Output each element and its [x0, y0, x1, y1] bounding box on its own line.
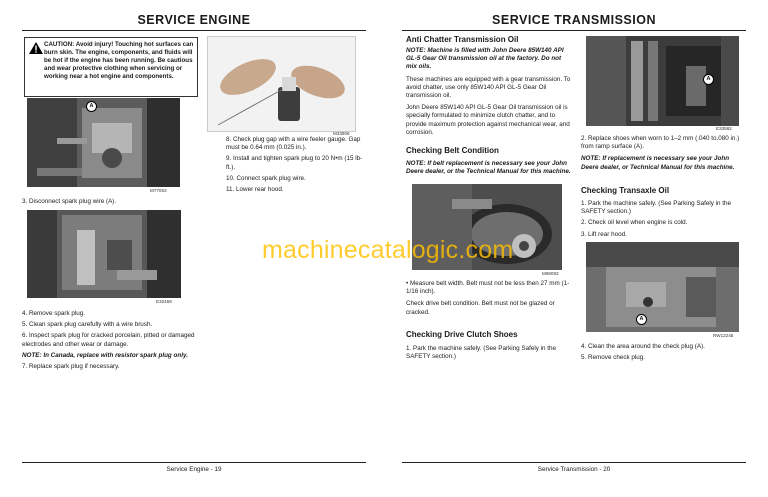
right-footer-rule: [402, 462, 746, 463]
anti-chatter-para-2: John Deere 85W140 API GL-5 Gear Oil transmission oil is specially formulated to minimize clutch chatter, and to provide maximum protection against mechanical wear, and corrosion.: [406, 104, 570, 136]
anti-chatter-para-1: These machines are equipped with a gear transmission. To avoid chatter, use only 85W140 API GL-5 Gear Oil transmission oil.: [406, 75, 571, 100]
step-3: 3. Disconnect spark plug wire (A).: [22, 198, 117, 205]
belt-condition-note: NOTE: If belt replacement is necessary see your John Deere dealer, or the Technical Manual for this machine.: [406, 160, 571, 176]
watermark-text: machinecatalogic.com: [262, 236, 514, 264]
drive-clutch-step-1: 1. Park the machine safely. (See Parking Safely in the SAFETY section.): [406, 345, 557, 361]
callout-a-spark-wire: A: [86, 101, 97, 112]
anti-chatter-note: NOTE: Machine is filled with John Deere 85W140 API GL-5 Gear Oil transmission oil at the factory. Do not mix oils.: [406, 47, 564, 71]
canada-note: NOTE: In Canada, replace with resistor spark plug only.: [22, 351, 188, 359]
right-page-title: SERVICE TRANSMISSION: [492, 13, 656, 27]
replace-shoes-note: NOTE: If replacement is necessary see your John Deere dealer, or Technical Manual for this machine.: [581, 155, 735, 171]
engine-photo-label: M77053: [150, 188, 167, 193]
left-footer-rule: [22, 462, 366, 463]
anti-chatter-section: [406, 35, 571, 137]
step-6: 6. Inspect spark plug for cracked porcelain, pitted or damaged electrodes and other wear or damage.: [22, 332, 195, 348]
step-5: 5. Clean spark plug carefully with a wire brush.: [22, 321, 153, 329]
transaxle-step-4: 4. Clean the area around the check plug (A).: [581, 343, 705, 350]
belt-text: [406, 280, 571, 317]
belt-check-para: Check drive belt condition. Belt must not be glazed or cracked.: [406, 300, 555, 316]
transaxle-step-1: 1. Park the machine safely. (See Parking Safely in the SAFETY section.): [581, 200, 732, 216]
clutch-shoe-photo: [586, 36, 739, 126]
step-11: 11. Lower rear hood.: [226, 186, 284, 194]
step-7: 7. Replace spark plug if necessary.: [22, 363, 120, 371]
steps-4-6: [22, 310, 202, 371]
steps-8-11: [226, 136, 366, 194]
feeler-gauge-photo: [207, 36, 356, 132]
belt-measure-bullet: • Measure belt width. Belt must not be less then 27 mm (1-1/16 inch).: [406, 280, 570, 296]
right-title-rule: [402, 30, 746, 31]
caution-text: CAUTION: Avoid injury! Touching hot surfaces can burn skin. The engine, components, and fluids will be hot if the engine has been running. Be cautious and wear protective clothing when servicing or working near a hot engine and components.: [44, 41, 194, 80]
drive-clutch-heading: Checking Drive Clutch Shoes: [406, 330, 518, 339]
feeler-gauge-label: M33906: [333, 131, 350, 136]
replace-shoes-step: 2. Replace shoes when worn to 1–2 mm (.040 to.080 in.) from ramp surface (A).: [581, 135, 740, 151]
anti-chatter-heading: Anti Chatter Transmission Oil: [406, 35, 519, 44]
callout-a-ramp-surface: A: [703, 74, 714, 85]
step-9: 9. Install and tighten spark plug to 20 N•m (15 lb-ft.).: [226, 155, 363, 171]
belt-condition-section: [406, 146, 571, 176]
transaxle-photo: [586, 242, 739, 332]
step-8: 8. Check plug gap with a wire feeler gauge. Gap must be 0.64 mm (0.025 in.).: [226, 136, 361, 152]
left-page-title: SERVICE ENGINE: [137, 13, 251, 27]
caution-box: [24, 37, 198, 97]
callout-a-check-plug: A: [636, 314, 647, 325]
transaxle-step-5: 5. Remove check plug.: [581, 354, 646, 362]
warning-triangle-icon: [29, 41, 43, 59]
spark-plug-removal-label: E32459: [156, 299, 172, 304]
belt-photo-label: M66083: [542, 271, 559, 276]
transaxle-section: [581, 186, 746, 239]
clutch-shoe-text: [581, 135, 746, 172]
engine-photo: [27, 98, 180, 187]
left-page-footer: Service Engine - 19: [166, 466, 222, 473]
drive-clutch-section: [406, 330, 571, 361]
belt-condition-heading: Checking Belt Condition: [406, 146, 499, 155]
step-10: 10. Connect spark plug wire.: [226, 174, 306, 182]
right-page-footer: Service Transmission - 20: [537, 466, 611, 473]
transaxle-photo-label: RW12245: [713, 333, 734, 338]
transaxle-step-2: 2. Check oil level when engine is cold.: [581, 219, 688, 227]
left-title-rule: [22, 30, 366, 31]
spark-plug-removal-photo: [27, 210, 181, 298]
step-4: 4. Remove spark plug.: [22, 310, 85, 317]
clutch-shoe-photo-label: E33582: [716, 126, 732, 131]
transaxle-heading: Checking Transaxle Oil: [581, 186, 670, 195]
transaxle-step-3: 3. Lift rear hood.: [581, 230, 627, 238]
transaxle-after-steps: [581, 343, 746, 362]
